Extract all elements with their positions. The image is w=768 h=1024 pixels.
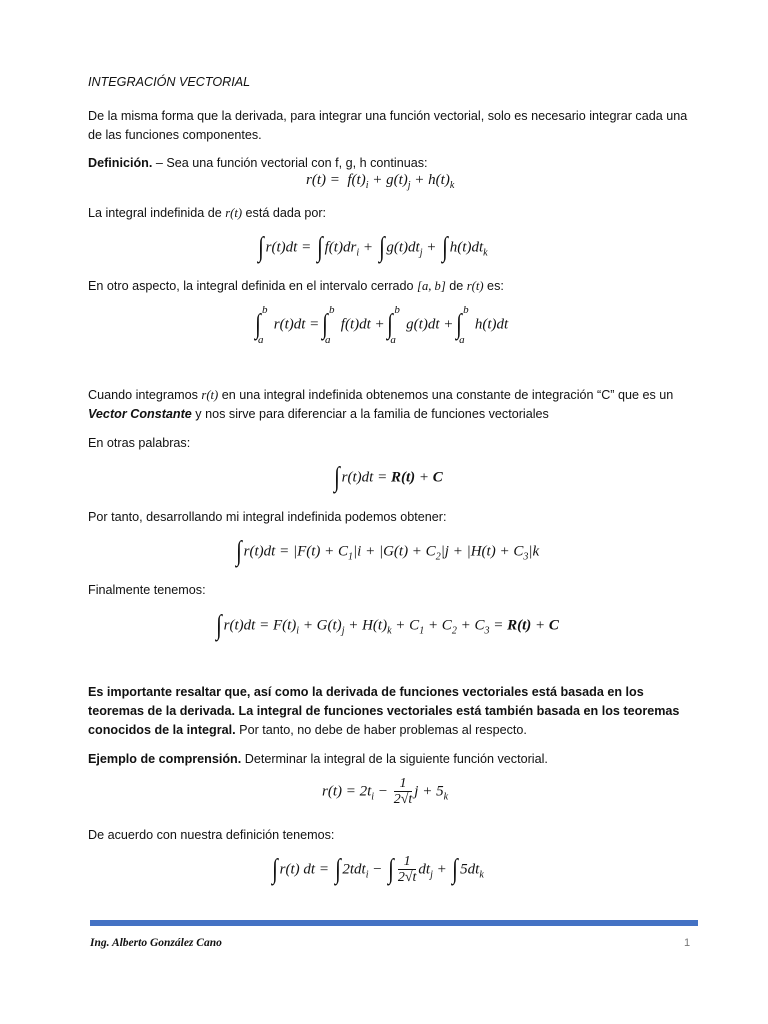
equation-indefinite-integral: ∫ r(t)dt = ∫ $f(t)dr_i$ + ∫ $g(t)dt_j$ + ∫ $h(t)dt_k$ — [257, 232, 488, 263]
page-number: 1 — [684, 937, 691, 949]
footer-author: Ing. Alberto González Cano — [90, 937, 222, 949]
indefinite-intro: La integral indefinida de r(t) está dada por: — [88, 206, 327, 220]
equation-example-integral: ∫ r(t) dt = ∫ 2tdt$_i$ − ∫ $\frac{1}{2√t}$ $dt_j$ + ∫ $5dt_k$ — [271, 854, 484, 885]
definition-label: Definición. — [88, 156, 153, 170]
example-paragraph: Ejemplo de comprensión. Determinar la integral de la siguiente función vectorial. — [88, 752, 548, 766]
equation-final: ∫ $r(t)dt = F(t)_i + G(t)_j + H(t)_k + C_1 + C_2 + C_3 = R(t) + C$ — [215, 610, 559, 641]
other-words-text: En otras palabras: — [88, 436, 191, 450]
equation-vector-function: $r(t) = f(t)_i + g(t)_j + h(t)_k$ — [306, 172, 455, 191]
equation-developed: ∫ $r(t)dt = |F(t) + C_1|i + |G(t) + C_2|j + |H(t) + C_3|k$ — [235, 536, 540, 567]
equation-definite-integral: ∫ b a r(t)dt = ∫ b a f(t)dt + ∫ b a g(t)dt + ∫ b a h(t)dt — [254, 304, 509, 346]
constant-paragraph: Cuando integramos r(t) en una integral indefinida obtenemos una constante de integración “C” que es un Vector Constante y nos sirve para diferenciar a la familia de funciones vectoriales — [88, 388, 674, 421]
definition-text: – Sea una función vectorial con f, g, h continuas: — [152, 156, 428, 170]
definition-paragraph — [88, 154, 698, 173]
important-paragraph: Es importante resaltar que, así como la derivada de funciones vectoriales está basada en los teoremas de la derivada. La integral de funciones vectoriales está también basada en los teoremas conocidos de la integral. Por tanto, no debe de haber problemas al respecto. — [88, 685, 680, 737]
intro-paragraph: De la misma forma que la derivada, para integrar una función vectorial, solo es necesario integrar cada una de las funciones componentes. — [88, 109, 688, 142]
section-title: INTEGRACIÓN VECTORIAL — [88, 75, 251, 89]
according-text: De acuerdo con nuestra definición tenemos: — [88, 828, 335, 842]
footer-rule — [90, 920, 698, 926]
finally-text: Finalmente tenemos: — [88, 583, 206, 597]
developing-text: Por tanto, desarrollando mi integral indefinida podemos obtener: — [88, 510, 447, 524]
equation-constant: ∫ r(t)dt = R(t) + C — [333, 462, 443, 493]
equation-example-function: $r(t) = 2t_i$ − $\frac{1}{2√t}$ $j + 5_k$ — [322, 776, 449, 807]
definite-intro: En otro aspecto, la integral definida en el intervalo cerrado [a, b] de r(t) es: — [88, 279, 504, 293]
